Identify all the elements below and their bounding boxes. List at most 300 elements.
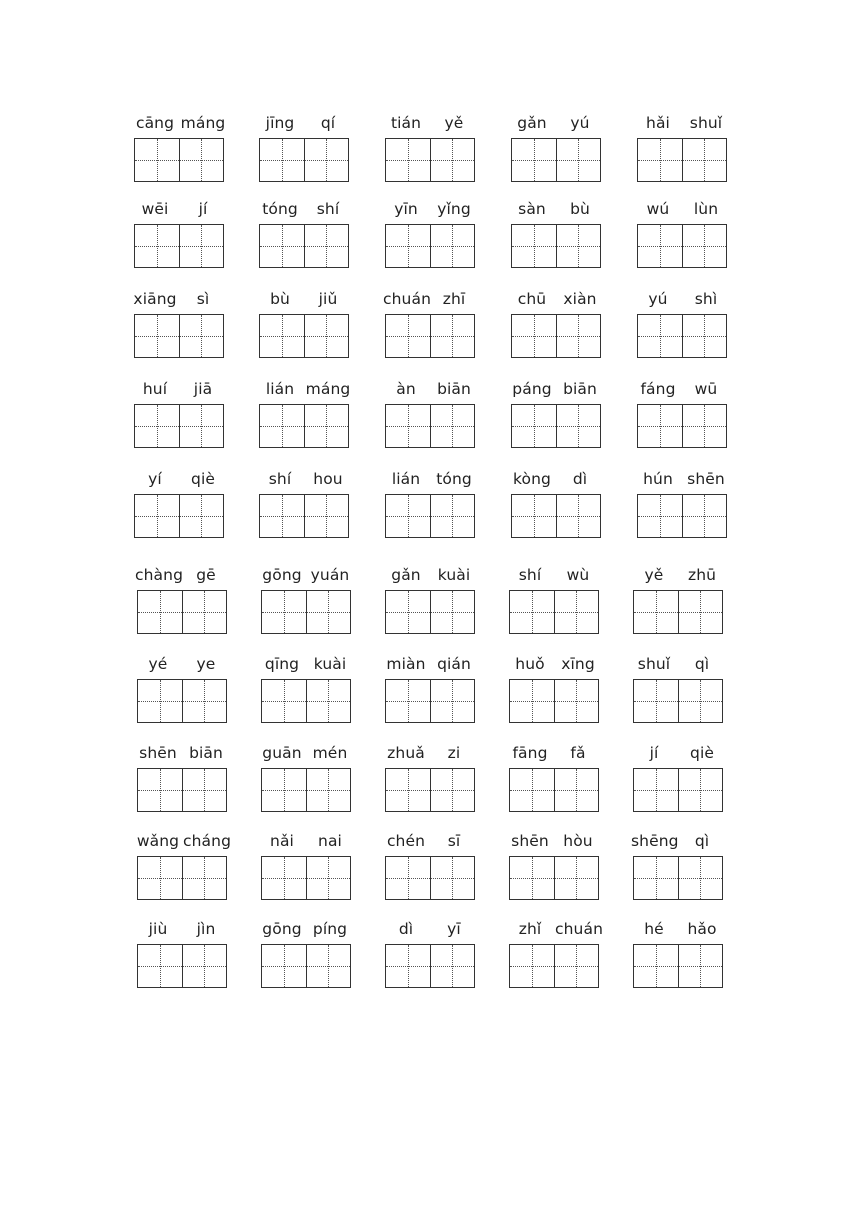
pinyin-syllable-1: zhǐ [518,920,542,938]
writing-grid[interactable] [509,944,599,988]
pinyin-syllable-2: shì [694,290,718,308]
writing-grid[interactable] [261,679,351,723]
grid-guide-vertical [452,315,453,357]
writing-grid[interactable] [385,138,475,182]
writing-grid[interactable] [137,679,227,723]
pinyin-label [261,744,353,766]
grid-guide-vertical [660,495,661,537]
word-item [259,380,351,454]
grid-guide-horizontal [135,336,223,337]
grid-guide-vertical [204,945,205,987]
pinyin-syllable-2: hou [313,470,343,488]
pinyin-syllable-2: yī [447,920,461,938]
writing-grid[interactable] [511,494,601,538]
pinyin-syllable-2: sì [196,290,210,308]
writing-grid[interactable] [137,944,227,988]
grid-guide-horizontal [512,160,600,161]
pinyin-syllable-1: jiù [148,920,168,938]
writing-grid[interactable] [385,856,475,900]
grid-guide-vertical [656,591,657,633]
word-item [637,470,729,544]
grid-guide-horizontal [512,516,600,517]
word-item [385,920,477,994]
pinyin-syllable-2: sī [447,832,461,850]
pinyin-syllable-2: yuán [310,566,350,584]
pinyin-syllable-2: qì [694,832,710,850]
grid-guide-vertical [532,857,533,899]
writing-grid[interactable] [637,494,727,538]
grid-guide-vertical [408,769,409,811]
pinyin-syllable-2: máng [305,380,351,398]
pinyin-syllable-2: dì [572,470,588,488]
grid-guide-horizontal [386,516,474,517]
pinyin-syllable-2: jiā [193,380,213,398]
grid-guide-vertical [284,945,285,987]
grid-guide-vertical [532,680,533,722]
word-item [385,114,477,188]
pinyin-label [385,832,477,854]
grid-guide-vertical [576,591,577,633]
writing-grid[interactable] [385,314,475,358]
grid-guide-vertical [656,769,657,811]
pinyin-syllable-2: bù [570,200,590,218]
grid-guide-vertical [452,495,453,537]
grid-guide-vertical [660,405,661,447]
writing-grid[interactable] [385,590,475,634]
writing-grid[interactable] [261,856,351,900]
pinyin-syllable-1: kòng [513,470,551,488]
word-item [137,655,229,729]
writing-grid[interactable] [637,224,727,268]
pinyin-syllable-1: lián [265,380,295,398]
writing-grid[interactable] [637,404,727,448]
pinyin-syllable-2: jìn [196,920,216,938]
grid-guide-vertical [660,315,661,357]
grid-guide-vertical [201,225,202,267]
word-item [385,290,477,364]
grid-guide-vertical [452,769,453,811]
word-item [259,200,351,274]
pinyin-label [261,655,353,677]
word-item [261,655,353,729]
pinyin-label [134,200,226,222]
word-item [637,290,729,364]
pinyin-label [385,380,477,402]
word-item [633,920,725,994]
pinyin-syllable-2: ye [196,655,216,673]
word-item [637,114,729,188]
word-item [134,290,226,364]
grid-guide-horizontal [138,790,226,791]
word-item [511,470,603,544]
grid-guide-vertical [160,945,161,987]
grid-guide-vertical [452,139,453,181]
word-item [385,655,477,729]
pinyin-syllable-1: shuǐ [637,655,671,673]
writing-grid[interactable] [134,224,224,268]
word-item [509,744,601,818]
grid-guide-vertical [408,945,409,987]
pinyin-label [137,655,229,677]
grid-guide-vertical [408,680,409,722]
pinyin-label [509,920,601,942]
pinyin-syllable-2: shí [316,200,340,218]
grid-guide-horizontal [135,516,223,517]
grid-guide-horizontal [260,516,348,517]
word-item [511,290,603,364]
writing-grid[interactable] [509,856,599,900]
pinyin-label [385,655,477,677]
grid-guide-horizontal [386,160,474,161]
pinyin-syllable-1: chuán [383,290,431,308]
grid-guide-vertical [157,139,158,181]
pinyin-syllable-1: gōng [262,566,302,584]
pinyin-label [259,380,351,402]
grid-guide-horizontal [260,160,348,161]
word-item [134,200,226,274]
pinyin-syllable-2: qì [694,655,710,673]
word-item [134,470,226,544]
grid-guide-vertical [576,945,577,987]
writing-grid[interactable] [511,138,601,182]
pinyin-label [385,200,477,222]
pinyin-syllable-1: chén [386,832,426,850]
pinyin-label [637,200,729,222]
pinyin-syllable-2: xīng [561,655,595,673]
grid-guide-vertical [282,405,283,447]
pinyin-syllable-1: hé [644,920,664,938]
pinyin-syllable-1: bù [270,290,290,308]
grid-guide-horizontal [638,426,726,427]
pinyin-label [385,920,477,942]
pinyin-syllable-1: shēn [511,832,549,850]
grid-guide-vertical [204,769,205,811]
word-item [509,920,601,994]
word-item [385,744,477,818]
pinyin-label [385,470,477,492]
grid-guide-vertical [578,315,579,357]
grid-guide-horizontal [135,246,223,247]
grid-guide-horizontal [510,966,598,967]
pinyin-label [637,114,729,136]
grid-guide-vertical [576,857,577,899]
pinyin-syllable-1: páng [512,380,552,398]
word-item [385,380,477,454]
pinyin-label [134,380,226,402]
pinyin-syllable-2: zhū [687,566,717,584]
word-item [261,744,353,818]
grid-guide-horizontal [638,246,726,247]
grid-guide-vertical [578,225,579,267]
pinyin-syllable-1: gǎn [517,114,547,132]
grid-guide-vertical [578,139,579,181]
pinyin-syllable-1: àn [396,380,416,398]
pinyin-syllable-1: shí [518,566,542,584]
writing-grid[interactable] [509,768,599,812]
word-item [511,114,603,188]
pinyin-label [259,114,351,136]
pinyin-syllable-2: wū [694,380,718,398]
pinyin-syllable-2: nai [318,832,342,850]
pinyin-label [137,744,229,766]
writing-grid[interactable] [261,768,351,812]
grid-guide-vertical [328,680,329,722]
pinyin-label [134,114,226,136]
writing-grid[interactable] [633,944,723,988]
writing-grid[interactable] [511,224,601,268]
pinyin-syllable-1: zhuǎ [387,744,425,762]
word-item [637,380,729,454]
pinyin-syllable-2: zi [447,744,461,762]
writing-grid[interactable] [509,679,599,723]
grid-guide-vertical [160,680,161,722]
grid-guide-horizontal [638,160,726,161]
pinyin-label [633,744,725,766]
writing-grid[interactable] [511,404,601,448]
grid-guide-horizontal [260,246,348,247]
writing-grid[interactable] [137,768,227,812]
writing-grid[interactable] [137,590,227,634]
pinyin-label [259,290,351,312]
pinyin-syllable-1: yě [644,566,664,584]
pinyin-label [633,655,725,677]
word-item [509,655,601,729]
grid-guide-vertical [578,495,579,537]
pinyin-label [261,832,353,854]
grid-guide-vertical [534,139,535,181]
grid-guide-horizontal [262,966,350,967]
writing-grid[interactable] [385,944,475,988]
grid-guide-vertical [704,139,705,181]
grid-guide-vertical [160,857,161,899]
grid-guide-vertical [578,405,579,447]
writing-grid[interactable] [259,138,349,182]
grid-guide-horizontal [135,426,223,427]
writing-grid[interactable] [633,590,723,634]
pinyin-label [385,290,477,312]
pinyin-label [385,566,477,588]
grid-guide-horizontal [510,612,598,613]
pinyin-syllable-2: mén [312,744,348,762]
pinyin-label [134,470,226,492]
pinyin-label [134,290,226,312]
grid-guide-vertical [700,857,701,899]
word-item [134,114,226,188]
pinyin-syllable-2: qián [437,655,471,673]
writing-grid[interactable] [261,944,351,988]
grid-guide-vertical [284,857,285,899]
writing-grid[interactable] [637,314,727,358]
pinyin-syllable-1: wú [646,200,670,218]
pinyin-syllable-2: yǐng [437,200,471,218]
grid-guide-horizontal [386,966,474,967]
grid-guide-vertical [160,591,161,633]
grid-guide-horizontal [510,878,598,879]
grid-guide-vertical [408,405,409,447]
grid-guide-vertical [656,857,657,899]
writing-grid[interactable] [134,314,224,358]
grid-guide-vertical [532,591,533,633]
grid-guide-vertical [157,495,158,537]
pinyin-syllable-1: gǎn [391,566,421,584]
pinyin-syllable-1: shēn [139,744,177,762]
pinyin-label [637,470,729,492]
grid-guide-vertical [408,225,409,267]
grid-guide-horizontal [138,878,226,879]
pinyin-syllable-2: qí [320,114,336,132]
pinyin-syllable-2: chuán [555,920,603,938]
pinyin-syllable-1: xiāng [133,290,177,308]
grid-guide-vertical [282,225,283,267]
pinyin-syllable-2: shēn [687,470,725,488]
writing-grid[interactable] [633,856,723,900]
pinyin-label [259,200,351,222]
grid-guide-horizontal [638,516,726,517]
grid-guide-vertical [534,225,535,267]
pinyin-syllable-1: fáng [640,380,676,398]
writing-grid[interactable] [385,494,475,538]
grid-guide-horizontal [638,336,726,337]
grid-guide-vertical [284,591,285,633]
pinyin-syllable-2: biān [563,380,597,398]
grid-guide-vertical [326,315,327,357]
writing-grid[interactable] [261,590,351,634]
writing-grid[interactable] [259,404,349,448]
pinyin-label [137,566,229,588]
grid-guide-vertical [157,315,158,357]
grid-guide-vertical [408,139,409,181]
writing-grid[interactable] [134,404,224,448]
grid-guide-vertical [160,769,161,811]
pinyin-syllable-1: shēng [631,832,679,850]
grid-guide-horizontal [260,336,348,337]
word-item [137,920,229,994]
grid-guide-horizontal [510,790,598,791]
pinyin-syllable-1: cāng [135,114,175,132]
pinyin-label [633,920,725,942]
grid-guide-vertical [201,495,202,537]
writing-grid[interactable] [633,768,723,812]
grid-guide-vertical [326,405,327,447]
grid-guide-vertical [204,680,205,722]
grid-guide-horizontal [634,878,722,879]
pinyin-syllable-1: chàng [135,566,184,584]
word-item [511,380,603,454]
pinyin-syllable-1: sàn [518,200,546,218]
pinyin-label [509,744,601,766]
word-item [259,290,351,364]
grid-guide-horizontal [386,426,474,427]
grid-guide-vertical [408,857,409,899]
word-item [259,470,351,544]
pinyin-syllable-1: miàn [386,655,426,673]
word-item [261,566,353,640]
word-item [633,655,725,729]
pinyin-syllable-2: hòu [563,832,593,850]
grid-guide-vertical [660,225,661,267]
pinyin-syllable-1: qīng [264,655,300,673]
word-item [633,566,725,640]
grid-guide-vertical [328,857,329,899]
writing-grid[interactable] [633,679,723,723]
pinyin-label [137,920,229,942]
pinyin-syllable-2: jiǔ [318,290,338,308]
grid-guide-vertical [408,315,409,357]
writing-grid[interactable] [259,224,349,268]
pinyin-syllable-1: jīng [265,114,295,132]
writing-grid[interactable] [637,138,727,182]
word-item [511,200,603,274]
grid-guide-vertical [328,945,329,987]
pinyin-syllable-1: tóng [262,200,298,218]
grid-guide-horizontal [260,426,348,427]
grid-guide-vertical [282,139,283,181]
pinyin-syllable-1: tián [390,114,422,132]
grid-guide-vertical [656,945,657,987]
grid-guide-vertical [157,405,158,447]
writing-grid[interactable] [511,314,601,358]
writing-grid[interactable] [259,494,349,538]
grid-guide-vertical [452,945,453,987]
word-item [259,114,351,188]
grid-guide-vertical [284,769,285,811]
pinyin-syllable-1: gōng [262,920,302,938]
pinyin-syllable-1: huǒ [515,655,545,673]
grid-guide-vertical [408,591,409,633]
grid-guide-vertical [700,769,701,811]
grid-guide-horizontal [138,612,226,613]
writing-grid[interactable] [385,404,475,448]
pinyin-label [511,114,603,136]
pinyin-syllable-2: yě [444,114,464,132]
grid-guide-horizontal [512,426,600,427]
writing-grid[interactable] [385,224,475,268]
writing-grid[interactable] [385,768,475,812]
grid-guide-horizontal [386,612,474,613]
writing-grid[interactable] [259,314,349,358]
pinyin-syllable-2: cháng [183,832,232,850]
writing-grid[interactable] [509,590,599,634]
pinyin-label [511,470,603,492]
pinyin-syllable-1: hún [643,470,673,488]
pinyin-syllable-2: píng [312,920,348,938]
grid-guide-vertical [534,405,535,447]
grid-guide-vertical [704,225,705,267]
writing-grid[interactable] [134,138,224,182]
writing-grid[interactable] [385,679,475,723]
pinyin-syllable-2: zhī [442,290,466,308]
word-item [137,744,229,818]
grid-guide-vertical [157,225,158,267]
grid-guide-vertical [204,857,205,899]
pinyin-label [509,832,601,854]
grid-guide-horizontal [262,790,350,791]
pinyin-label [261,566,353,588]
grid-guide-vertical [326,225,327,267]
pinyin-syllable-1: huí [142,380,168,398]
pinyin-syllable-1: yé [148,655,168,673]
grid-guide-vertical [704,495,705,537]
writing-grid[interactable] [134,494,224,538]
word-item [385,470,477,544]
grid-guide-horizontal [262,701,350,702]
writing-grid[interactable] [137,856,227,900]
grid-guide-horizontal [510,701,598,702]
grid-guide-vertical [284,680,285,722]
pinyin-syllable-2: kuài [313,655,347,673]
pinyin-syllable-2: máng [180,114,226,132]
word-item [637,200,729,274]
